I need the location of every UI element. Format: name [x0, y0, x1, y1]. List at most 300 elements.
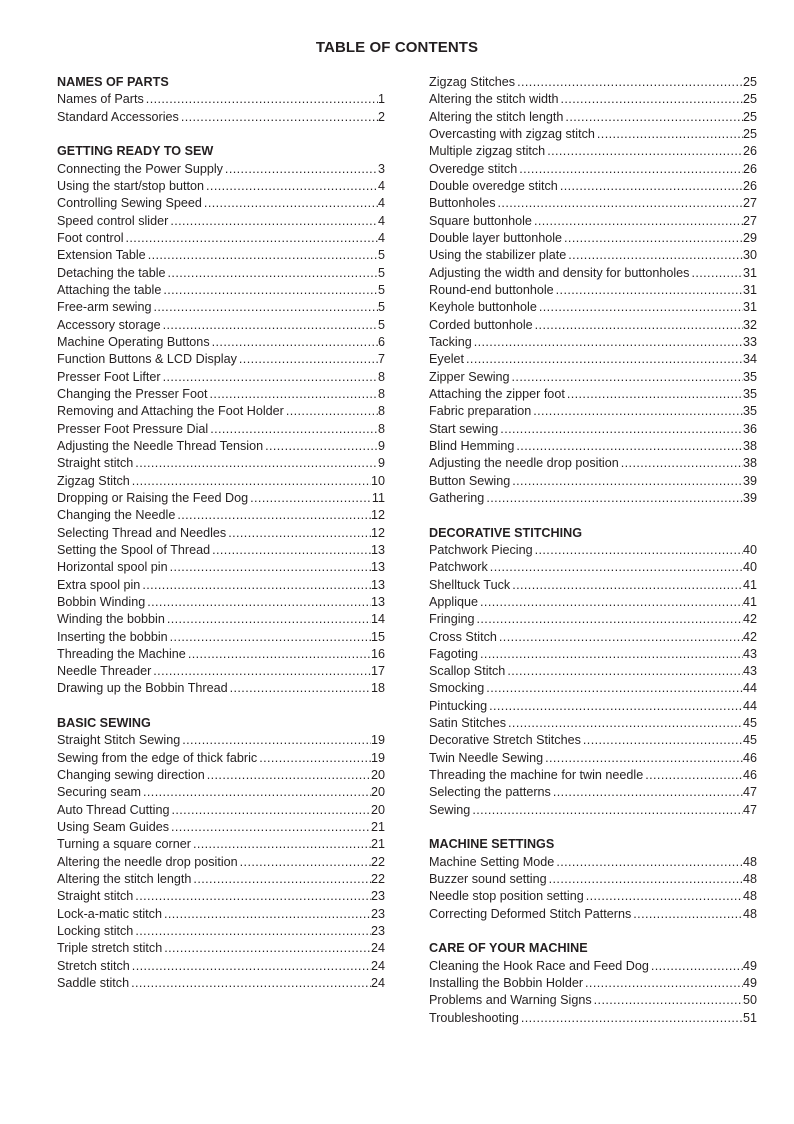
toc-entry[interactable] [57, 421, 385, 438]
entry-page-number: 48 [742, 889, 757, 904]
toc-entry[interactable] [429, 421, 757, 438]
toc-entry[interactable] [57, 940, 385, 957]
entry-page-number: 40 [742, 560, 757, 575]
toc-entry[interactable] [429, 161, 757, 178]
toc-entry[interactable] [429, 802, 757, 819]
toc-entry[interactable] [57, 403, 385, 420]
entry-page-number: 26 [742, 178, 757, 193]
toc-entry[interactable] [429, 438, 757, 455]
dot-leader [130, 473, 371, 490]
toc-entry[interactable] [429, 750, 757, 767]
entry-page-number: 39 [742, 490, 757, 505]
entry-page-number: 44 [742, 698, 757, 713]
entry-title: Changing the Presser Foot [57, 386, 208, 401]
entry-page-number: 12 [370, 508, 385, 523]
dot-leader [179, 109, 378, 126]
dot-leader [484, 490, 743, 507]
toc-entry[interactable] [429, 369, 757, 386]
entry-page-number: 15 [370, 629, 385, 644]
entry-page-number: 21 [370, 820, 385, 835]
toc-entry[interactable] [57, 282, 385, 299]
entry-title: Extra spool pin [57, 577, 141, 592]
dot-leader [532, 213, 743, 230]
entry-page-number: 38 [742, 438, 757, 453]
dot-leader [498, 421, 743, 438]
entry-title: Drawing up the Bobbin Thread [57, 681, 228, 696]
entry-page-number: 25 [742, 75, 757, 89]
entry-title: Locking stitch [57, 924, 134, 939]
toc-entry[interactable] [57, 923, 385, 940]
dot-leader [166, 265, 378, 282]
toc-right-column [429, 74, 757, 1027]
entry-title: Keyhole buttonhole [429, 300, 537, 315]
dot-leader [537, 299, 743, 316]
entry-page-number: 8 [377, 369, 385, 384]
dot-leader [689, 265, 743, 282]
entry-title: Sewing [429, 802, 471, 817]
toc-entry[interactable] [57, 195, 385, 212]
entry-page-number: 20 [370, 785, 385, 800]
entry-page-number: 51 [742, 1010, 757, 1025]
entry-title: Cleaning the Hook Race and Feed Dog [429, 958, 649, 973]
dot-leader [487, 698, 743, 715]
entry-page-number: 13 [370, 560, 385, 575]
dot-leader [559, 91, 743, 108]
toc-entry[interactable] [57, 490, 385, 507]
entry-title: Fringing [429, 612, 475, 627]
entry-page-number: 34 [742, 352, 757, 367]
entry-page-number: 20 [370, 802, 385, 817]
entry-page-number: 25 [742, 92, 757, 107]
entry-title: Fagoting [429, 646, 479, 661]
dot-leader [472, 334, 743, 351]
spacer [429, 923, 757, 940]
toc-entry[interactable] [57, 767, 385, 784]
dot-leader [263, 438, 378, 455]
toc-entry[interactable] [57, 819, 385, 836]
dot-leader [208, 421, 378, 438]
entry-title: Twin Needle Sewing [429, 750, 544, 765]
toc-entry[interactable] [57, 958, 385, 975]
entry-title: Altering the stitch length [429, 109, 564, 124]
toc-entry[interactable] [429, 767, 757, 784]
spacer [429, 819, 757, 836]
toc-entry[interactable] [57, 611, 385, 628]
dot-leader [565, 386, 743, 403]
toc-entry[interactable] [429, 698, 757, 715]
toc-entry[interactable] [429, 195, 757, 212]
entry-page-number: 23 [370, 924, 385, 939]
toc-entry[interactable] [57, 247, 385, 264]
toc-entry[interactable] [429, 715, 757, 732]
entry-title: Altering the stitch length [57, 872, 192, 887]
dot-leader [223, 161, 378, 178]
toc-entry[interactable] [57, 854, 385, 871]
dot-leader [478, 646, 743, 663]
toc-entry[interactable] [57, 871, 385, 888]
section-heading: DECORATIVE STITCHING [429, 525, 582, 540]
toc-entry[interactable] [429, 559, 757, 576]
dot-leader [210, 334, 378, 351]
entry-page-number: 29 [742, 230, 757, 245]
section-heading: GETTING READY TO SEW [57, 144, 214, 159]
dot-leader [161, 369, 378, 386]
toc-entry[interactable] [429, 143, 757, 160]
dot-leader [133, 455, 378, 472]
entry-page-number: 8 [377, 404, 385, 419]
dot-leader [168, 559, 371, 576]
toc-left-column [57, 74, 385, 992]
dot-leader [533, 542, 743, 559]
toc-entry[interactable] [429, 611, 757, 628]
dot-leader [583, 975, 743, 992]
toc-entry[interactable] [57, 334, 385, 351]
entry-page-number: 31 [742, 282, 757, 297]
entry-title: Presser Foot Lifter [57, 369, 161, 384]
toc-entry[interactable] [57, 265, 385, 282]
dot-leader [191, 871, 371, 888]
dot-leader [496, 195, 743, 212]
entry-title: Satin Stitches [429, 716, 507, 731]
entry-page-number: 31 [742, 300, 757, 315]
toc-entry[interactable] [429, 265, 757, 282]
dot-leader [566, 247, 743, 264]
dot-leader [488, 559, 743, 576]
entry-page-number: 4 [377, 230, 385, 245]
entry-title: Cross Stitch [429, 629, 497, 644]
entry-title: Overcasting with zigzag stitch [429, 126, 595, 141]
dot-leader [175, 507, 371, 524]
entry-page-number: 41 [742, 577, 757, 592]
entry-page-number: 9 [377, 438, 385, 453]
toc-entry[interactable] [429, 334, 757, 351]
dot-leader [554, 282, 743, 299]
entry-page-number: 47 [742, 785, 757, 800]
toc-entry[interactable] [429, 1010, 757, 1027]
entry-page-number: 43 [742, 664, 757, 679]
entry-title: Double layer buttonhole [429, 230, 563, 245]
toc-entry[interactable] [57, 317, 385, 334]
entry-title: Using the stabilizer plate [429, 248, 567, 263]
entry-page-number: 10 [370, 473, 385, 488]
toc-entry[interactable] [429, 178, 757, 195]
entry-page-number: 46 [742, 750, 757, 765]
dot-leader [592, 992, 743, 1009]
entry-title: Start sewing [429, 421, 499, 436]
dot-leader [161, 317, 378, 334]
entry-title: Lock-a-matic stitch [57, 906, 162, 921]
entry-page-number: 35 [742, 369, 757, 384]
dot-leader [470, 802, 743, 819]
dot-leader [514, 438, 743, 455]
toc-entry[interactable] [429, 109, 757, 126]
entry-title: Winding the bobbin [57, 612, 165, 627]
entry-title: Altering the stitch width [429, 92, 559, 107]
dot-leader [210, 542, 371, 559]
toc-entry[interactable] [57, 836, 385, 853]
toc-entry[interactable] [57, 906, 385, 923]
entry-page-number: 49 [742, 958, 757, 973]
toc-entry[interactable] [429, 403, 757, 420]
toc-entry[interactable] [57, 369, 385, 386]
entry-page-number: 36 [742, 421, 757, 436]
toc-entry[interactable] [429, 91, 757, 108]
toc-entry[interactable] [429, 784, 757, 801]
dot-leader [237, 351, 378, 368]
entry-page-number: 3 [377, 161, 385, 176]
toc-entry[interactable] [429, 629, 757, 646]
entry-title: Straight stitch [57, 889, 134, 904]
dot-leader [162, 906, 371, 923]
toc-entry[interactable] [57, 299, 385, 316]
toc-entry[interactable] [57, 802, 385, 819]
entry-page-number: 16 [370, 646, 385, 661]
entry-page-number: 22 [370, 872, 385, 887]
toc-entry[interactable] [429, 906, 757, 923]
entry-title: Shelltuck Tuck [429, 577, 511, 592]
entry-page-number: 31 [742, 265, 757, 280]
toc-entry[interactable] [57, 178, 385, 195]
toc-entry[interactable] [429, 299, 757, 316]
entry-title: Blind Hemming [429, 438, 515, 453]
dot-leader [619, 455, 743, 472]
entry-title: Pintucking [429, 698, 488, 713]
dot-leader [168, 213, 378, 230]
dot-leader [226, 525, 371, 542]
toc-entry[interactable] [429, 317, 757, 334]
dot-leader [133, 923, 371, 940]
entry-page-number: 2 [377, 109, 385, 124]
toc-entry[interactable] [429, 455, 757, 472]
toc-entry[interactable] [429, 975, 757, 992]
entry-title: Connecting the Power Supply [57, 161, 223, 176]
entry-title: Detaching the table [57, 265, 166, 280]
dot-leader [506, 715, 743, 732]
entry-title: Auto Thread Cutting [57, 802, 170, 817]
entry-page-number: 39 [742, 473, 757, 488]
entry-title: Decorative Stretch Stitches [429, 733, 581, 748]
toc-entry[interactable] [429, 871, 757, 888]
toc-entry[interactable] [429, 594, 757, 611]
toc-entry[interactable] [429, 126, 757, 143]
dot-leader [631, 906, 743, 923]
entry-title: Zipper Sewing [429, 369, 510, 384]
dot-leader [510, 369, 743, 386]
toc-entry[interactable] [57, 732, 385, 749]
entry-title: Saddle stitch [57, 976, 130, 991]
entry-page-number: 11 [371, 490, 385, 505]
toc-entry[interactable] [57, 888, 385, 905]
entry-page-number: 46 [742, 768, 757, 783]
entry-page-number: 30 [742, 248, 757, 263]
entry-title: Needle stop position setting [429, 889, 584, 904]
dot-leader [595, 126, 743, 143]
toc-entry[interactable] [429, 247, 757, 264]
spacer [57, 698, 385, 715]
entry-title: Function Buttons & LCD Display [57, 352, 237, 367]
spacer [429, 507, 757, 524]
toc-entry[interactable] [429, 351, 757, 368]
entry-page-number: 12 [370, 525, 385, 540]
toc-entry[interactable] [57, 663, 385, 680]
entry-title: Free-arm sewing [57, 300, 152, 315]
toc-entry[interactable] [57, 750, 385, 767]
toc-entry[interactable] [57, 559, 385, 576]
dot-leader [169, 819, 371, 836]
entry-title: Problems and Warning Signs [429, 993, 592, 1008]
toc-entry[interactable] [57, 784, 385, 801]
dot-leader [558, 178, 743, 195]
entry-title: Correcting Deformed Stitch Patterns [429, 906, 632, 921]
entry-title: Eyelet [429, 352, 465, 367]
entry-title: Changing the Needle [57, 508, 176, 523]
toc-entry[interactable] [57, 525, 385, 542]
entry-page-number: 23 [370, 889, 385, 904]
toc-entry[interactable] [57, 975, 385, 992]
entry-page-number: 22 [370, 854, 385, 869]
entry-page-number: 48 [742, 872, 757, 887]
entry-title: Changing sewing direction [57, 768, 205, 783]
toc-entry[interactable] [57, 161, 385, 178]
entry-page-number: 48 [742, 906, 757, 921]
dot-leader [643, 767, 743, 784]
dot-leader [563, 109, 743, 126]
entry-page-number: 35 [742, 386, 757, 401]
toc-entry[interactable] [429, 958, 757, 975]
dot-leader [584, 888, 743, 905]
entry-title: Machine Operating Buttons [57, 334, 210, 349]
entry-page-number: 43 [742, 646, 757, 661]
entry-title: Tacking [429, 334, 472, 349]
dot-leader [464, 351, 743, 368]
entry-page-number: 38 [742, 456, 757, 471]
entry-page-number: 48 [742, 854, 757, 869]
toc-entry[interactable] [57, 577, 385, 594]
dot-leader [515, 74, 743, 91]
entry-page-number: 8 [377, 386, 385, 401]
entry-title: Corded buttonhole [429, 317, 533, 332]
dot-leader [478, 594, 743, 611]
spacer [57, 126, 385, 143]
dot-leader [228, 680, 371, 697]
entry-page-number: 4 [377, 213, 385, 228]
dot-leader [257, 750, 371, 767]
entry-title: Troubleshooting [429, 1010, 519, 1025]
toc-entry[interactable] [429, 473, 757, 490]
entry-page-number: 4 [377, 196, 385, 211]
dot-leader [146, 247, 378, 264]
toc-entry[interactable] [57, 91, 385, 108]
toc-entry[interactable] [429, 386, 757, 403]
dot-leader [130, 958, 371, 975]
toc-entry[interactable] [429, 992, 757, 1009]
entry-title: Adjusting the needle drop position [429, 456, 619, 471]
toc-entry[interactable] [429, 680, 757, 697]
toc-entry[interactable] [57, 351, 385, 368]
entry-page-number: 25 [742, 126, 757, 141]
entry-page-number: 26 [742, 161, 757, 176]
toc-entry[interactable] [57, 629, 385, 646]
entry-title: Foot control [57, 230, 124, 245]
dot-leader [545, 143, 743, 160]
toc-entry[interactable] [429, 577, 757, 594]
toc-entry[interactable] [429, 213, 757, 230]
entry-page-number: 5 [377, 248, 385, 263]
toc-entry[interactable] [57, 438, 385, 455]
dot-leader [533, 317, 743, 334]
dot-leader [169, 802, 371, 819]
entry-title: Removing and Attaching the Foot Holder [57, 404, 284, 419]
entry-page-number: 24 [370, 941, 385, 956]
entry-page-number: 24 [370, 958, 385, 973]
entry-page-number: 8 [377, 421, 385, 436]
entry-title: Patchwork [429, 560, 488, 575]
toc-entry[interactable] [57, 109, 385, 126]
dot-leader [551, 784, 743, 801]
toc-entry[interactable] [57, 507, 385, 524]
entry-title: Square buttonhole [429, 213, 532, 228]
entry-page-number: 25 [742, 109, 757, 124]
toc-entry[interactable] [429, 732, 757, 749]
toc-entry[interactable] [57, 473, 385, 490]
dot-leader [124, 230, 378, 247]
toc-entry[interactable] [429, 282, 757, 299]
toc-entry[interactable] [429, 230, 757, 247]
entry-page-number: 7 [377, 352, 385, 367]
entry-title: Extension Table [57, 248, 146, 263]
entry-page-number: 27 [742, 196, 757, 211]
entry-title: Names of Parts [57, 92, 144, 107]
entry-title: Overedge stitch [429, 161, 518, 176]
toc-entry[interactable] [429, 542, 757, 559]
dot-leader [519, 1010, 743, 1027]
toc-entry[interactable] [429, 888, 757, 905]
entry-title: Scallop Stitch [429, 664, 506, 679]
toc-entry[interactable] [429, 663, 757, 680]
entry-page-number: 14 [370, 612, 385, 627]
toc-entry[interactable] [57, 594, 385, 611]
entry-title: Inserting the bobbin [57, 629, 168, 644]
entry-title: Selecting the patterns [429, 785, 551, 800]
entry-title: Setting the Spool of Thread [57, 542, 211, 557]
entry-page-number: 21 [370, 837, 385, 852]
entry-title: Multiple zigzag stitch [429, 144, 546, 159]
toc-entry[interactable] [57, 386, 385, 403]
entry-title: Bobbin Winding [57, 594, 146, 609]
toc-entry[interactable] [429, 646, 757, 663]
entry-title: Fabric preparation [429, 404, 532, 419]
toc-entry[interactable] [57, 230, 385, 247]
entry-title: Needle Threader [57, 664, 152, 679]
entry-title: Attaching the table [57, 282, 162, 297]
toc-entry[interactable] [57, 542, 385, 559]
entry-title: Threading the Machine [57, 646, 186, 661]
entry-page-number: 5 [377, 265, 385, 280]
toc-entry[interactable] [57, 455, 385, 472]
entry-title: Zigzag Stitches [429, 75, 516, 89]
section-heading: NAMES OF PARTS [57, 75, 169, 89]
entry-page-number: 5 [377, 317, 385, 332]
entry-title: Double overedge stitch [429, 178, 558, 193]
toc-entry[interactable] [429, 854, 757, 871]
entry-page-number: 9 [377, 456, 385, 471]
entry-page-number: 19 [370, 750, 385, 765]
toc-entry[interactable] [429, 490, 757, 507]
toc-entry[interactable] [57, 213, 385, 230]
toc-entry[interactable] [57, 646, 385, 663]
toc-entry[interactable] [429, 74, 757, 91]
toc-entry[interactable] [57, 680, 385, 697]
